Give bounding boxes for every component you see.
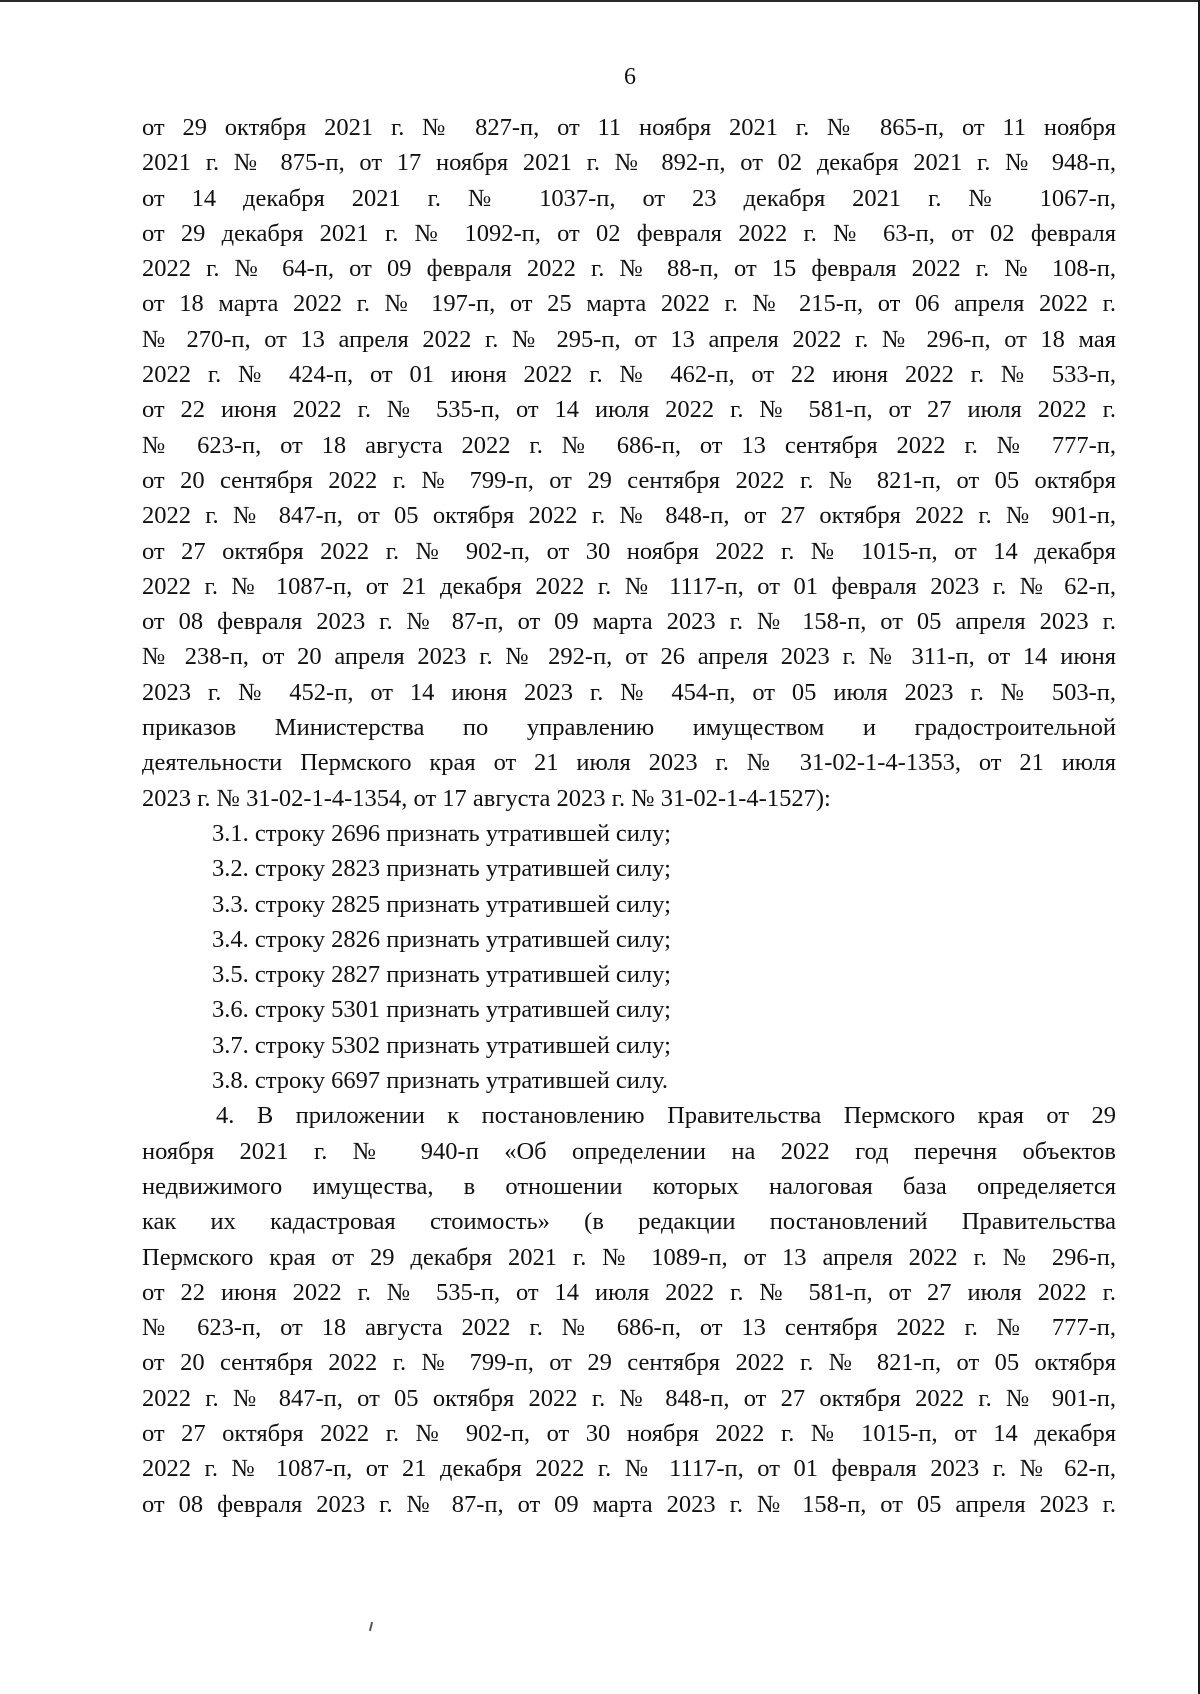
text-line: 2022 г. № 847-п, от 05 октября 2022 г. № 848-п, от 27 октября 2022 г. № 901-п, bbox=[142, 1384, 1116, 1412]
page-number: 6 bbox=[624, 64, 636, 90]
list-item: 3.3. строку 2825 признать утратившей силу; bbox=[212, 890, 671, 918]
text-line: ноября 2021 г. № 940-п «Об определении на 2022 год перечня объектов bbox=[142, 1137, 1116, 1165]
text-line: 2022 г. № 847-п, от 05 октября 2022 г. № 848-п, от 27 октября 2022 г. № 901-п, bbox=[142, 502, 1116, 530]
text-line: от 22 июня 2022 г. № 535-п, от 14 июля 2022 г. № 581-п, от 27 июля 2022 г. bbox=[142, 1278, 1116, 1306]
text-line: 2023 г. № 452-п, от 14 июня 2023 г. № 454-п, от 05 июля 2023 г. № 503-п, bbox=[142, 678, 1116, 706]
text-line: от 29 декабря 2021 г. № 1092-п, от 02 февраля 2022 г. № 63-п, от 02 февраля bbox=[142, 219, 1116, 247]
text-line: от 08 февраля 2023 г. № 87-п, от 09 марта 2023 г. № 158-п, от 05 апреля 2023 г. bbox=[142, 1490, 1116, 1518]
text-line: № 238-п, от 20 апреля 2023 г. № 292-п, от 26 апреля 2023 г. № 311-п, от 14 июня bbox=[142, 643, 1116, 671]
text-line: как их кадастровая стоимость» (в редакции постановлений Правительства bbox=[142, 1208, 1116, 1236]
text-line: недвижимого имущества, в отношении которых налоговая база определяется bbox=[142, 1172, 1116, 1200]
text-line: 2022 г. № 424-п, от 01 июня 2022 г. № 462-п, от 22 июня 2022 г. № 533-п, bbox=[142, 361, 1116, 389]
scan-speck bbox=[369, 1622, 373, 1631]
text-line: № 270-п, от 13 апреля 2022 г. № 295-п, от 13 апреля 2022 г. № 296-п, от 18 мая bbox=[142, 325, 1116, 353]
scan-edge-top bbox=[0, 0, 1200, 2]
text-line: Пермского края от 29 декабря 2021 г. № 1089-п, от 13 апреля 2022 г. № 296-п, bbox=[142, 1243, 1116, 1271]
continuation-paragraph bbox=[142, 110, 1116, 816]
text-line: от 29 октября 2021 г. № 827-п, от 11 ноября 2021 г. № 865-п, от 11 ноября bbox=[142, 114, 1116, 141]
text-line: 2022 г. № 1087-п, от 21 декабря 2022 г. № 1117-п, от 01 февраля 2023 г. № 62-п, bbox=[142, 572, 1116, 600]
text-line: № 623-п, от 18 августа 2022 г. № 686-п, от 13 сентября 2022 г. № 777-п, bbox=[142, 1314, 1116, 1342]
document-body bbox=[142, 110, 1116, 1522]
text-line: 4. В приложении к постановлению Правительства Пермского края от 29 bbox=[216, 1102, 1116, 1130]
text-line: 2022 г. № 64-п, от 09 февраля 2022 г. № 88-п, от 15 февраля 2022 г. № 108-п, bbox=[142, 255, 1116, 283]
list-item: 3.4. строку 2826 признать утратившей силу; bbox=[212, 925, 671, 953]
text-line: приказов Министерства по управлению имуществом и градостроительной bbox=[142, 714, 1116, 742]
text-line: от 27 октября 2022 г. № 902-п, от 30 ноября 2022 г. № 1015-п, от 14 декабря bbox=[142, 1419, 1116, 1447]
text-line: деятельности Пермского края от 21 июля 2023 г. № 31-02-1-4-1353, от 21 июля bbox=[142, 749, 1116, 777]
list-item: 3.6. строку 5301 признать утратившей силу; bbox=[212, 996, 671, 1024]
text-line: от 27 октября 2022 г. № 902-п, от 30 ноября 2022 г. № 1015-п, от 14 декабря bbox=[142, 537, 1116, 565]
text-line: от 20 сентября 2022 г. № 799-п, от 29 сентября 2022 г. № 821-п, от 05 октября bbox=[142, 466, 1116, 494]
list-item: 3.5. строку 2827 признать утратившей силу; bbox=[212, 961, 671, 989]
list-item: 3.2. строку 2823 признать утратившей силу; bbox=[212, 855, 671, 883]
paragraph-4 bbox=[142, 1098, 1116, 1522]
text-line: от 20 сентября 2022 г. № 799-п, от 29 сентября 2022 г. № 821-п, от 05 октября bbox=[142, 1349, 1116, 1377]
text-line: от 14 декабря 2021 г. № 1037-п, от 23 декабря 2021 г. № 1067-п, bbox=[142, 184, 1116, 212]
list-item: 3.8. строку 6697 признать утратившей силу. bbox=[212, 1067, 669, 1095]
list-item: 3.1. строку 2696 признать утратившей силу; bbox=[212, 819, 671, 847]
text-line: № 623-п, от 18 августа 2022 г. № 686-п, от 13 сентября 2022 г. № 777-п, bbox=[142, 431, 1116, 459]
list-item: 3.7. строку 5302 признать утратившей силу; bbox=[212, 1031, 671, 1059]
text-line: 2022 г. № 1087-п, от 21 декабря 2022 г. № 1117-п, от 01 февраля 2023 г. № 62-п, bbox=[142, 1455, 1116, 1483]
text-line: от 18 марта 2022 г. № 197-п, от 25 марта 2022 г. № 215-п, от 06 апреля 2022 г. bbox=[142, 290, 1116, 318]
text-line: от 22 июня 2022 г. № 535-п, от 14 июля 2022 г. № 581-п, от 27 июля 2022 г. bbox=[142, 396, 1116, 424]
subitems-list bbox=[142, 816, 1116, 1098]
text-line: 2021 г. № 875-п, от 17 ноября 2021 г. № 892-п, от 02 декабря 2021 г. № 948-п, bbox=[142, 149, 1116, 177]
text-line: от 08 февраля 2023 г. № 87-п, от 09 марта 2023 г. № 158-п, от 05 апреля 2023 г. bbox=[142, 608, 1116, 636]
text-line: 2023 г. № 31-02-1-4-1354, от 17 августа 2023 г. № 31-02-1-4-1527): bbox=[142, 784, 831, 812]
